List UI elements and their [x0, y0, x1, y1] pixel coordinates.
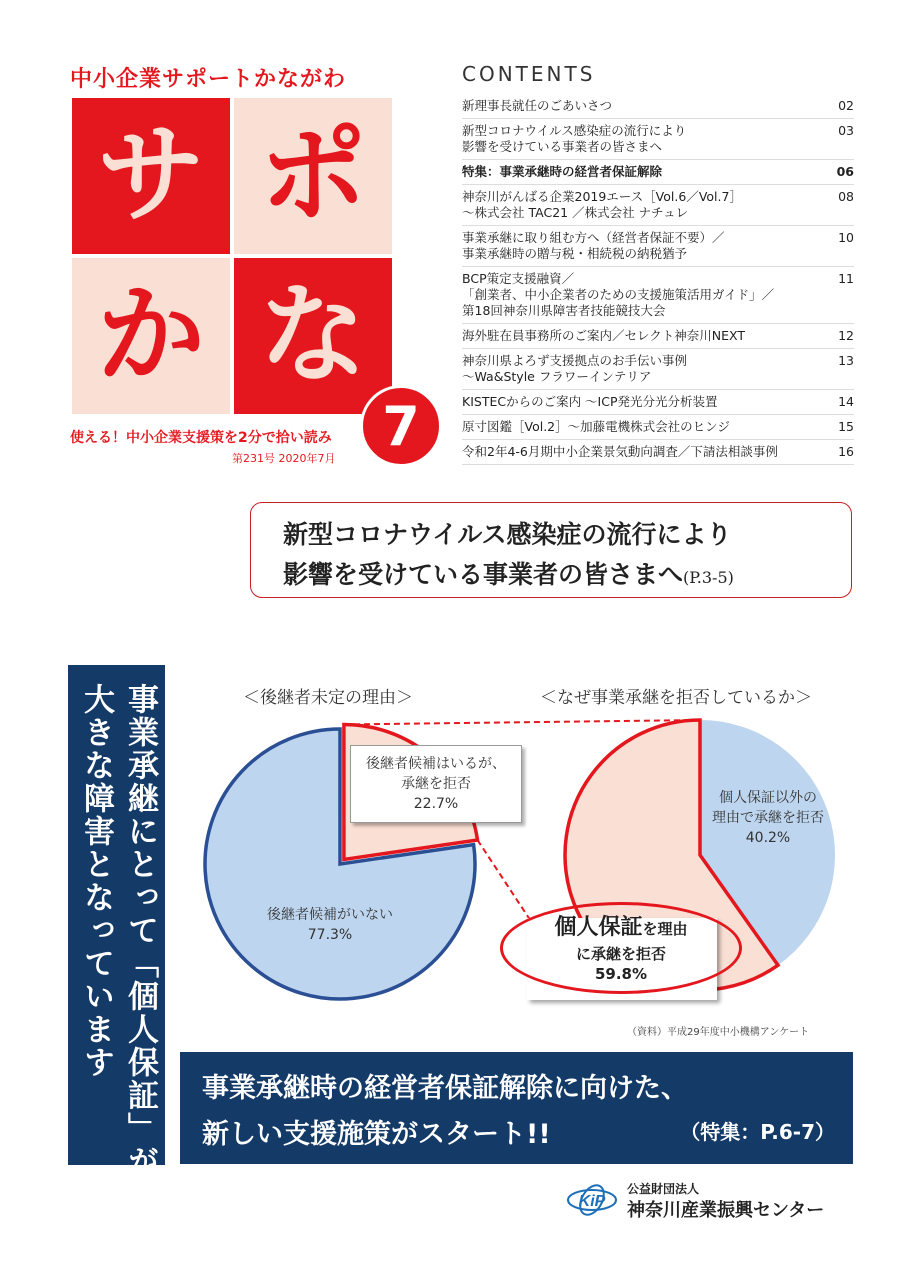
- issue-month-badge: 7: [360, 385, 442, 467]
- side-heading-col2: 大きな障害となっています: [78, 683, 114, 1079]
- toc-item-text: 海外駐在員事務所のご案内／セレクト神奈川NEXT: [462, 328, 745, 343]
- right-chart-title: ＜なぜ事業承継を拒否しているか＞: [540, 688, 812, 708]
- label-guarantee-value: 59.8%: [594, 965, 648, 983]
- connector-line-top: [344, 720, 700, 724]
- toc-item-page: 03: [838, 123, 854, 138]
- toc-item-page: 12: [838, 328, 854, 343]
- headline-line1: 新型コロナウイルス感染症の流行により: [283, 520, 732, 549]
- headline-line2: [283, 555, 734, 591]
- side-heading-col1: 事業承継にとって「個人保証」が: [122, 683, 158, 1178]
- label-other-reason-line1: 個人保証以外の: [719, 790, 817, 806]
- label-guarantee: [520, 914, 722, 984]
- toc-item[interactable]: [462, 94, 854, 119]
- toc-item-page: 16: [838, 444, 854, 459]
- chart-source: （資料）平成29年度中小機構アンケート: [627, 1027, 810, 1038]
- label-refused: [350, 745, 522, 823]
- toc-item-page: 13: [838, 353, 854, 368]
- label-other-reason-value: 40.2%: [745, 830, 791, 846]
- toc-item-text: 原寸図鑑［Vol.2］〜加藤電機株式会社のヒンジ: [462, 419, 730, 434]
- toc-item-feature[interactable]: [462, 160, 854, 185]
- toc-item[interactable]: [462, 415, 854, 440]
- table-of-contents: [462, 94, 854, 465]
- headline-box[interactable]: [250, 502, 852, 598]
- org-subtitle: 公益財団法人: [627, 1182, 700, 1196]
- label-guarantee-line2: に承継を拒否: [575, 945, 666, 963]
- logo-char-po: ポ: [234, 98, 392, 254]
- toc-item-text: BCP策定支援融資／ 「創業者、中小企業者のための支援施策活用ガイド」／ 第18回神奈川県障害者技能競技大会: [462, 271, 775, 318]
- left-chart-title: ＜後継者未定の理由＞: [243, 688, 413, 708]
- toc-item-text: 神奈川がんばる企業2019エース［Vol.6／Vol.7］ 〜株式会社 TAC21 ／株式会社 ナチュレ: [462, 189, 742, 220]
- issue-info: 第231号 2020年7月: [232, 452, 336, 465]
- logo-char-ka: か: [72, 258, 230, 414]
- toc-item-text: 神奈川県よろず支援拠点のお手伝い事例 〜Wa&Style フラワーインテリア: [462, 353, 688, 384]
- toc-item-page: 11: [838, 271, 854, 286]
- label-other-reason-line2: 理由で承継を拒否: [712, 810, 824, 826]
- label-refused-value: 22.7%: [413, 796, 459, 812]
- label-no-successor: [247, 905, 413, 945]
- side-heading: [68, 665, 165, 1178]
- toc-item-page: 06: [836, 164, 854, 179]
- label-guarantee-big: 個人保証: [554, 915, 643, 940]
- toc-item-text: 令和2年4-6月期中小企業景気動向調査／下請法相談事例: [462, 444, 778, 459]
- label-refused-line2: 承継を拒否: [401, 776, 471, 792]
- toc-item[interactable]: [462, 185, 854, 226]
- toc-item[interactable]: [462, 349, 854, 390]
- toc-item-text: 新理事長就任のごあいさつ: [462, 98, 613, 113]
- org-name: 神奈川産業振興センター: [627, 1200, 825, 1221]
- label-other-reason: [696, 788, 840, 848]
- magazine-logo: [72, 98, 400, 420]
- label-guarantee-small: を理由: [642, 920, 688, 938]
- headline-line2-text: 影響を受けている事業者の皆さまへ: [283, 560, 684, 589]
- toc-item-page: 14: [838, 394, 854, 409]
- toc-item[interactable]: [462, 119, 854, 160]
- toc-item-text: 新型コロナウイルス感染症の流行により 影響を受けている事業者の皆さまへ: [462, 123, 687, 154]
- toc-item-page: 02: [838, 98, 854, 113]
- label-no-successor-text: 後継者候補がいない: [267, 907, 393, 923]
- label-no-successor-value: 77.3%: [307, 927, 353, 943]
- toc-item[interactable]: [462, 226, 854, 267]
- toc-item-text: KISTECからのご案内 〜ICP発光分光分析装置: [462, 394, 718, 409]
- feature-banner[interactable]: [180, 1052, 853, 1164]
- kip-logo-icon: [566, 1182, 618, 1218]
- toc-item-page: 08: [838, 189, 854, 204]
- banner-line2: 新しい支援施策がスタート!!: [202, 1119, 551, 1150]
- logo-char-na: な: [234, 258, 392, 414]
- toc-item[interactable]: [462, 390, 854, 415]
- label-refused-line1: 後継者候補はいるが、: [366, 756, 506, 772]
- toc-item-page: 15: [838, 419, 854, 434]
- toc-item[interactable]: [462, 440, 854, 465]
- series-title: 中小企業サポートかながわ: [70, 67, 347, 92]
- tagline: 使える！中小企業支援策を2分で拾い読み: [70, 430, 332, 446]
- headline-pages: (P.3-5): [683, 568, 734, 587]
- banner-line1: 事業承継時の経営者保証解除に向けた、: [202, 1073, 688, 1104]
- toc-item[interactable]: [462, 324, 854, 349]
- kip-logo-text: KiP: [578, 1193, 606, 1210]
- contents-title: CONTENTS: [462, 62, 596, 86]
- banner-ref: （特集：P.6-7）: [680, 1120, 835, 1144]
- toc-item-page: 10: [838, 230, 854, 245]
- toc-item-text: 事業承継に取り組む方へ（経営者保証不要）／ 事業承継時の贈与税・相続税の納税猶予: [462, 230, 725, 261]
- toc-item-text: 特集：事業承継時の経営者保証解除: [462, 164, 663, 179]
- toc-item[interactable]: [462, 267, 854, 324]
- logo-char-sa: サ: [72, 98, 230, 254]
